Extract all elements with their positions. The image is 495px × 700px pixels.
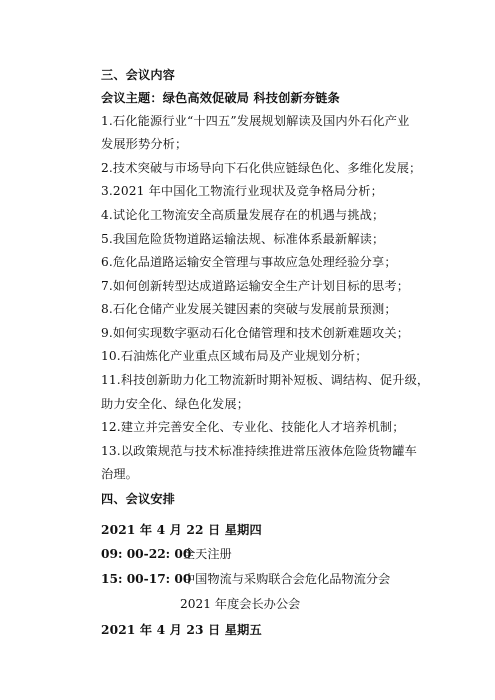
agenda-item-2: 2.技术突破与市场导向下石化供应链绿色化、多维化发展；	[101, 161, 422, 175]
agenda-item-7: 7.如何创新转型达成道路运输安全生产计划目标的思考；	[101, 279, 410, 293]
meeting-theme	[101, 90, 401, 106]
meeting-theme-text: 绿色高效促破局 科技创新夯链条	[162, 91, 340, 105]
agenda-item-10: 10.石油炼化产业重点区域布局及产业规划分析；	[101, 349, 368, 363]
section-heading-meeting-content: 三、会议内容	[101, 68, 176, 82]
section-heading-meeting-schedule: 四、会议安排	[101, 492, 176, 506]
schedule-event: 全天注册	[183, 547, 232, 561]
schedule-event: 中国物流与采购联合会危化品物流分会	[183, 572, 391, 586]
agenda-item-12: 12.建立并完善安全化、专业化、技能化人才培养机制；	[101, 420, 405, 434]
schedule-day-2: 2021 年 4 月 23 日 星期五	[101, 623, 262, 637]
agenda-item-9: 9.如何实现数字驱动石化仓储管理和技术创新难题攻关；	[101, 326, 410, 340]
schedule-event-continuation: 2021 年度会长办公会	[180, 597, 301, 611]
schedule-row-registration	[101, 546, 401, 562]
meeting-theme-label: 会议主题：	[101, 91, 163, 105]
agenda-item-6: 6.危化品道路运输安全管理与事故应急处理经验分享；	[101, 255, 397, 269]
agenda-item-1-line-2: 发展形势分析；	[101, 137, 188, 151]
schedule-time: 15: 00-17: 00	[101, 572, 192, 586]
agenda-item-11-line-2: 助力安全化、绿色化发展；	[101, 397, 250, 411]
agenda-item-13-line-2: 治理。	[101, 467, 139, 481]
agenda-item-1-line-1: 1.石化能源行业“十四五”发展规划解读及国内外石化产业	[101, 114, 410, 128]
agenda-item-3: 3.2021 年中国化工物流行业现状及竞争格局分析；	[101, 184, 383, 198]
agenda-item-8: 8.石化仓储产业发展关键因素的突破与发展前景预测；	[101, 302, 397, 316]
schedule-time: 09: 00-22: 00	[101, 547, 192, 561]
agenda-item-5: 5.我国危险货物道路运输法规、标准体系最新解读；	[101, 232, 385, 246]
agenda-item-4: 4.试论化工物流安全高质量发展存在的机遇与挑战；	[101, 208, 385, 222]
schedule-row-meeting	[101, 571, 401, 587]
agenda-item-13-line-1: 13.以政策规范与技术标准持续推进常压液体危险货物罐车	[101, 444, 417, 458]
agenda-item-11-line-1: 11.科技创新助力化工物流新时期补短板、调结构、促升级，	[101, 373, 430, 387]
schedule-day-1: 2021 年 4 月 22 日 星期四	[101, 523, 262, 537]
